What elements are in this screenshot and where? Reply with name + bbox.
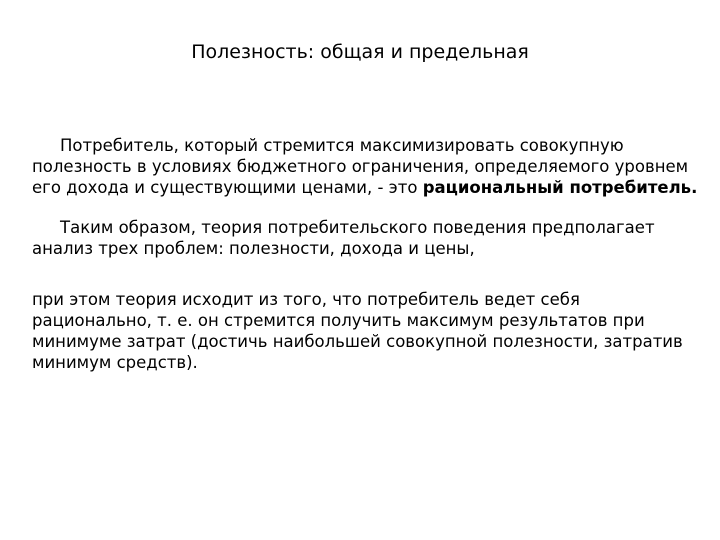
paragraph-consumer-theory: Таким образом, теория потребительского поведения предполагает анализ трех проблем: полезности, дохода и цены, [32,218,655,258]
paragraph-1-end: . [691,178,698,197]
slide-body [32,135,700,373]
rational-consumer-term: рациональный потребитель [422,178,692,197]
paragraph-rational-consumer [32,135,700,198]
paragraph-1-text: Потребитель, который стремится максимизировать совокупную полезность в условиях бюджетного ограничения, определяемого уровнем его дохода и существующими ценами, - это [32,136,689,197]
slide-title: Полезность: общая и предельная [191,41,529,63]
paragraph-rational-behavior: при этом теория исходит из того, что потребитель ведет себя рационально, т. е. он стремится получить максимум результатов при минимуме затрат (достичь наибольшей совокупной полезности, затратив минимум средств). [32,290,683,372]
